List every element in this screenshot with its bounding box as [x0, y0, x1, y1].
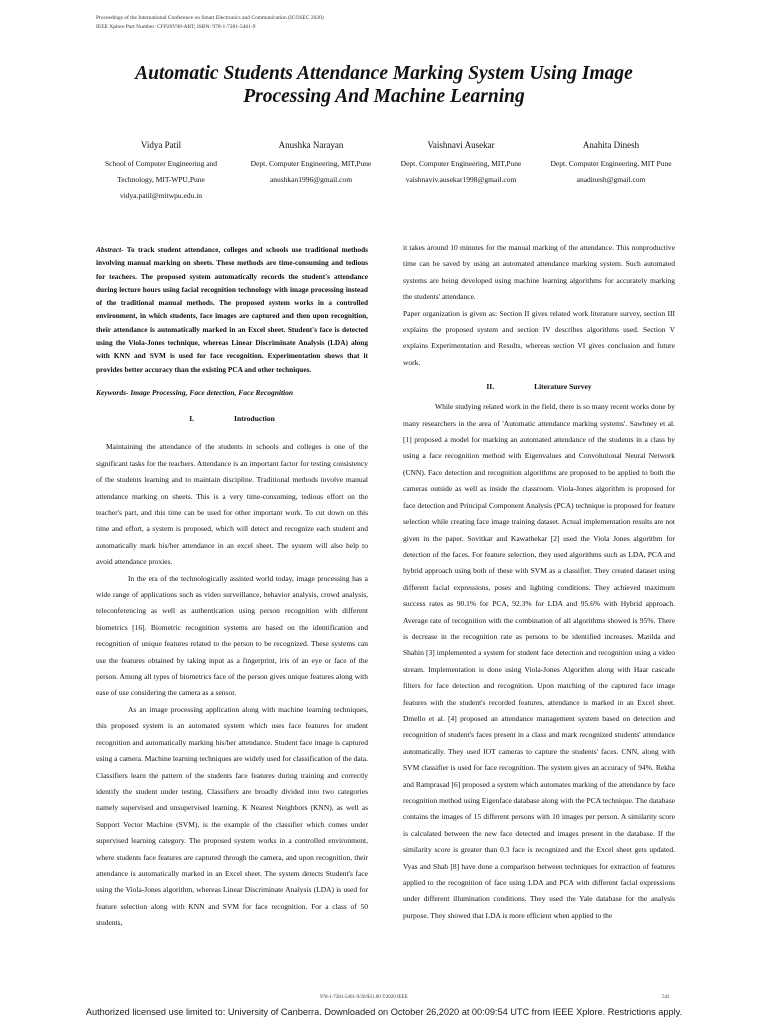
author-email: vaishnaviv.ausekar1998@gmail.com [405, 175, 517, 184]
author-name: Vaishnavi Ausekar [427, 140, 495, 150]
abstract [96, 243, 368, 376]
section-heading [403, 381, 675, 393]
section-number: I. [189, 413, 195, 423]
paragraph: While studying related work in the field, there is so many recent works done by many researchers in the area of 'Automatic attendance marking systems'. Sawhney et al. [1] proposed a model for marking an automated attendance of the students in a class by using a face recognition method with Eigenvalues and Convolutional Neural Network (CNN). Face detection and recognition algorithms are proposed to be applied to both the cameras outside as well as inside the classroom. Viola-Jones algorithm is proposed for face detection and Principal Component Analysis (PCA) technique is proposed for feature selection while creating face image training dataset. Actual implementation results are not given in the paper. Sovitkar and Kawathekar [2] used the Viola Jones algorithm for detection of the faces. For feature selection, they used algorithms such as LDA, PCA and hybrid approach using both of these with SVM as a classifier. They created dataset using different facial expressions, poses and lighting conditions. They achieved maximum success rates as 90.1% for PCA, 92.3% for LDA and 95.6% with Hybrid approach. Average rate of recognition with the combination of all algorithms showed is 95%. There is decrease in the recognition rate as persons to be identified increases. Matilda and Shahin [3] implemented a system for student face detection and recognition using a video stream. Implementation is done using Viola-Jones Algorithm along with Haar cascade filters for face detection and recognition. Upon matching of the captured face image features with the student's recorded features, attendance is marked in an Excel sheet. Dmello et al. [4] proposed an attendance management system based on detection and recognition of student's faces present in a class and mark recognized students' attendance automatically. They used IOT cameras to capture the students' faces. CNN, along with SVM classifier is used for face recognition. The system gives an accuracy of 94%. Rekha and Ramprasad [6] proposed a system which automates marking of the attendance by face recognition method using Eigenface database along with the PCA technique. The database contains the images of 15 different persons with 10 images per person. A similarity score is calculated between the new face detected and images present in the database. If the similarity score is greater than 0.3 face is recognized and the Excel sheet gets updated. Vyas and Shah [8] have done a comparison between techniques for extraction of features applied to the recognition of face using LDA and PCA with different facial expressions under different illumination conditions. They used the Yale database for the analysis purpose. They showed that LDA is more efficient when applied to the [403, 402, 675, 920]
paragraph: Paper organization is given as: Section II gives related work literature survey, section III explains the proposed system and section IV describes algorithms used. Section V explains Experimentation and Results, whereas section VI gives conclusion and future work. [403, 308, 675, 367]
abstract-lead: Abstract- [96, 245, 124, 254]
page-header [96, 14, 324, 31]
paragraph: In the era of the technologically assisted world today, image processing has a wide range of applications such as video surveillance, behavior analysis, crowd analysis, teleconferencing as well as authentication using person recognition with different biometrics [16]. Biometric recognition systems are based on the identification and recognition of unique features related to the person to be recognized. These systems can use the features obtained by taking input as a fingerprint, iris of an eye or face of the person. Among all types of biometrics face of the person gives unique features along with ease of use considering the camera as a sensor. [96, 573, 368, 698]
author-name: Vidya Patil [140, 140, 182, 150]
license-notice: Authorized licensed use limited to: University of Canberra. Downloaded on October 26,2020 at 00:09:54 UTC from IEEE Xplore. Restrictions apply. [85, 1007, 683, 1017]
author-affiliation: Dept. Computer Engineering, MIT Pune [550, 159, 672, 168]
paragraph: Maintaining the attendance of the students in schools and colleges is one of the significant tasks for the teachers. Attendance is an important factor for testing consistency of the students learning and to maintain discipline. Traditional methods involve manual attendance marking on sheets. This is a very time-consuming, tedious effort on the teacher's part, and this time can be used for other important work. To cut down on this time and effort, a system is proposed, which will detect and recognize each student and automatically mark his/her attendance in an excel sheet. The system will also help to avoid attendance proxies. [96, 442, 368, 567]
page-number: 542 [662, 995, 670, 1000]
paper-title: Automatic Students Attendance Marking System Using Image Processing And Machine Learning [135, 63, 633, 107]
author-affiliation: Dept. Computer Engineering, MIT,Pune [400, 159, 522, 168]
author [86, 137, 236, 204]
author-email: vidya.patil@mitwpu.edu.in [119, 191, 203, 200]
part-number-line: IEEE Xplore Part Number: CFP20V90-ART; ISBN: 978-1-7281-5461-9 [96, 23, 256, 30]
section-title: Introduction [234, 413, 275, 423]
author-email: anushkan1996@gmail.com [269, 175, 353, 184]
author-name: Anushka Narayan [278, 140, 344, 150]
author-affiliation: Dept. Computer Engineering, MIT,Pune [250, 159, 372, 168]
paragraph: As an image processing application along with machine learning techniques, this proposed system is an automated system which uses face features for student recognition and automatically marking his/her attendance. Student face image is captured using a camera. Machine learning techniques are widely used for classification of the data. Classifiers learn the pattern of the students face features during training and correctly identify the student under testing. Classifiers are broadly divided into two categories namely supervised and unsupervised learning. K Nearest Neighbors (KNN), as well as Support Vector Machine (SVM), is the example of the classifier which comes under supervised learning category. The proposed system works in a controlled environment, where students face features are captured through the camera, and upon recognition, their attendance is automatically marked in an Excel sheet. The system detects Student's face using the Viola-Jones algorithm, whereas Linear Discriminate Analysis (LDA) is used for feature selection along with KNN and SVM for face recognition. For a class of 50 students, [96, 704, 368, 928]
section-heading [96, 411, 368, 427]
right-column [403, 240, 675, 924]
abstract-text: To track student attendance, colleges and schools use traditional methods involving manual marking on sheets. These methods are time-consuming and tedious for teachers. The proposed system automatically records the student's attendance during lecture hours using facial recognition technology with image processing instead of the traditional manual methods. The proposed system works in a controlled environment, in which students, face images are captured and then upon recognition, their attendance is automatically marked in an Excel sheet. Student's face is detected using the Viola-Jones technique, whereas Linear Discriminate Analysis (LDA) along with KNN and SVM is used for face recognition. Experimentation shows that it provides better accuracy than the existing PCA and other techniques. [96, 245, 368, 374]
section-title: Literature Survey [534, 382, 592, 392]
author-name: Anahita Dinesh [582, 140, 640, 150]
footer-isbn: 978-1-7281-5461-9/20/$31.00 ©2020 IEEE [320, 995, 408, 1000]
author [536, 137, 686, 204]
author-email: anadinesh@gmail.com [576, 175, 646, 184]
author [386, 137, 536, 204]
keywords: Keywords- Image Processing, Face detection, Face Recognition [96, 387, 294, 397]
paragraph: it takes around 10 minutes for the manual marking of the attendance. This nonproductive time can be saved by using an automated attendance marking system. Such automated systems are being developed using machine learning algorithms for accurately marking the students' attendance. [403, 243, 675, 302]
author [236, 137, 386, 204]
author-affiliation: School of Computer Engineering and Technology, MIT-WPU,Pune [104, 159, 218, 184]
section-number: II. [486, 382, 495, 392]
author-block [86, 137, 686, 204]
left-column [96, 243, 368, 932]
proceedings-line: Proceedings of the International Conference on Smart Electronics and Communication (ICOSEC 2020) [96, 15, 324, 21]
